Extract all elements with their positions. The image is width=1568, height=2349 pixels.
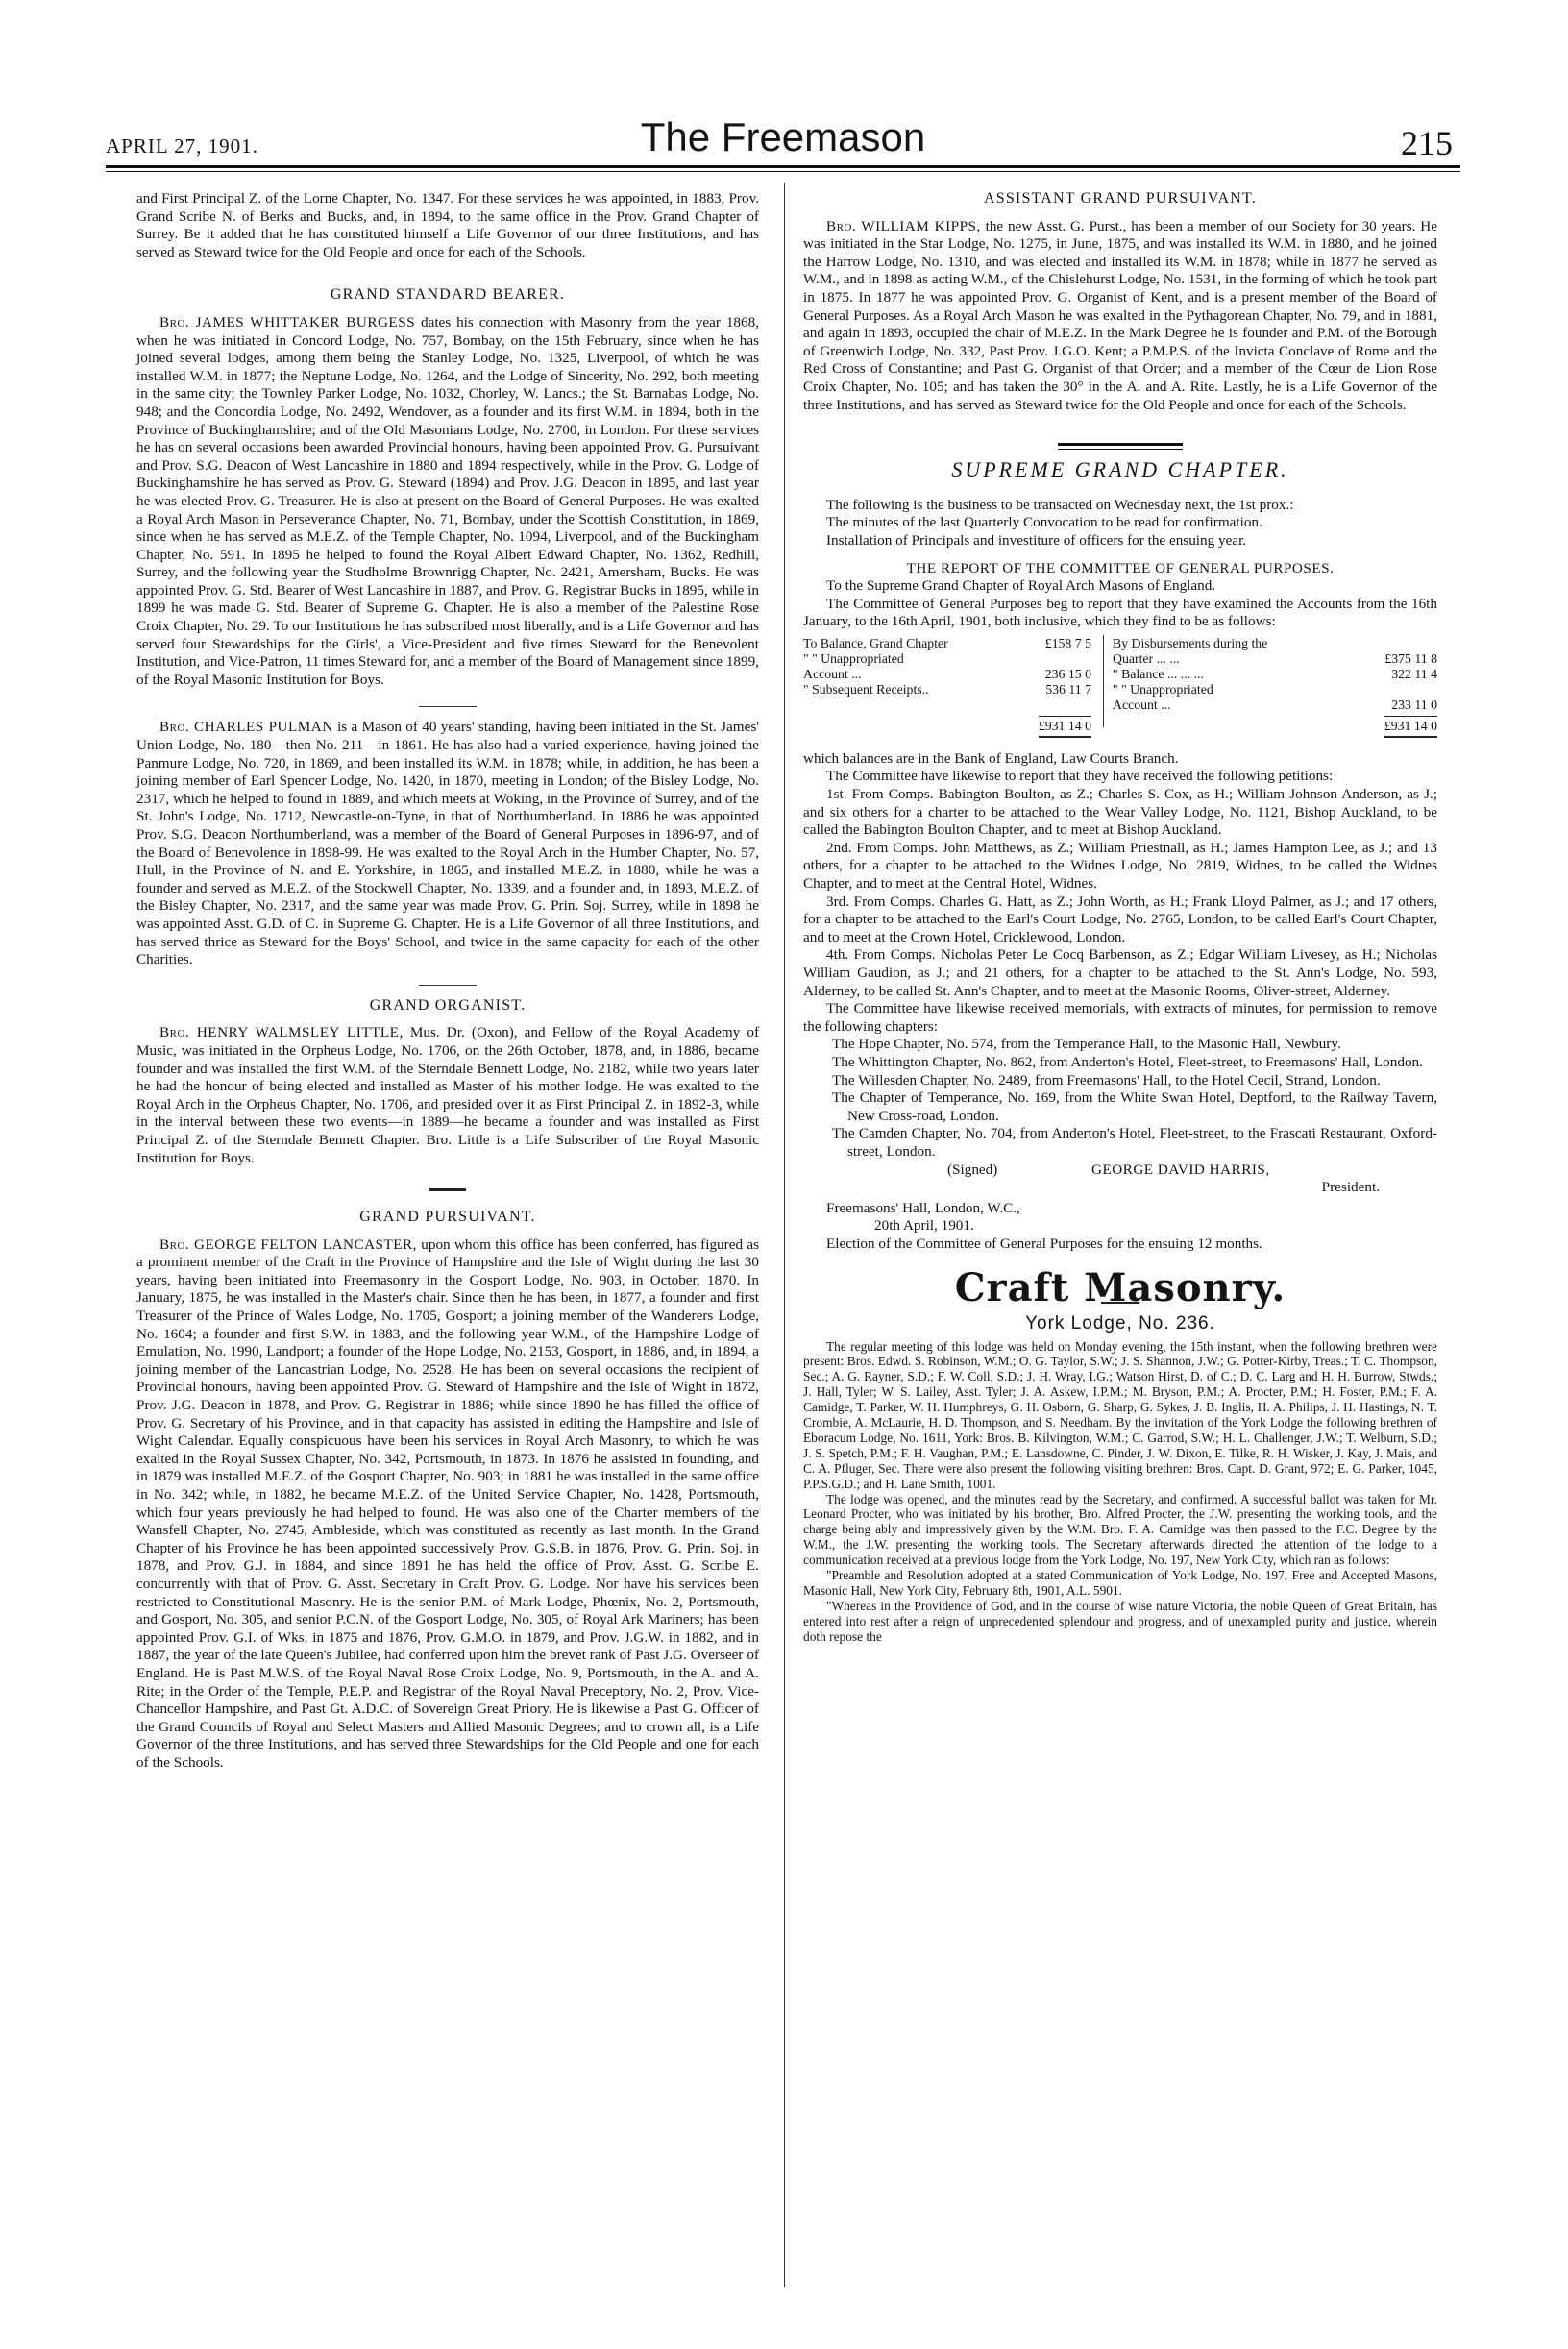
removal-item: The Willesden Chapter, No. 2489, from Freemasons' Hall, to the Hotel Cecil, Strand, London.: [832, 1071, 1381, 1089]
pulman-name: Bro. CHARLES PULMAN: [159, 719, 333, 736]
balances-note: which balances are in the Bank of England, Law Courts Branch.: [803, 749, 1179, 767]
section-bar: [1058, 443, 1183, 450]
account-row: [803, 681, 1091, 697]
gsb-name: Bro. JAMES WHITTAKER BURGESS: [159, 313, 416, 330]
agp-text: the new Asst. G. Purst., has been a member of our Society for 30 years. He was initiated in the Star Lodge, No. 1275, in June, 1875, and was installed its W.M. in 1880, and he joined the Harrow Lodge, No. 1310, and was elected and installed its W.M. in 1878; while in 1877 he served as W.M., and in 1898 as acting W.M., of the Chislehurst Lodge, No. 1531, in the forming of which he took part in 1875. In 1877 he was appointed Prov. G. Organist of Kent, and is a present member of the Board of General Purposes. As a Royal Arch Mason he was exalted in the Pythagorean Chapter, No. 79, and in 1881, and again in 1893, occupied the chair of M.E.Z. In the Mark Degree he is founder and P.M. of the Borough of Greenwich Lodge, No. 332, Past Prov. J.G.O. Kent; a P.M.P.S. of the Invicta Conclave of Rome and the Red Cross of Constantine; and Past G. Organist of that Order; and a member of the Cœur de Lion Rose Croix Chapter, No. 105; and has taken the 30° in the A. and A. Rite. Lastly, he is a Life Governor of the three Institutions, and has served as Steward twice for the Old People and once for each of the Schools.: [803, 217, 1437, 413]
removal-item: The Whittington Chapter, No. 862, from Anderton's Hotel, Fleet-street, to Freemasons' Hall, London.: [832, 1053, 1423, 1070]
york-whereas: "Whereas in the Providence of God, and in the course of wise nature Victoria, the noble Queen of Great Britain, has entered into rest after a reign of unprecedented splendour and progress, and of unexampled purity and justice, wherein doth repose the: [803, 1598, 1437, 1644]
grand-standard-bearer-heading: GRAND STANDARD BEARER.: [330, 286, 566, 304]
spacer: [803, 414, 1437, 443]
account-label: " " Unappropriated: [803, 650, 904, 666]
agp-name: Bro. WILLIAM KIPPS,: [826, 217, 981, 234]
account-total: [803, 716, 1091, 733]
petition-2: 2nd. From Comps. John Matthews, as Z.; William Priestnall, as H.; James Hampton Lee, as J.; and 13 others, for a chapter to be attached to the Widnes Lodge, No. 2819, Widnes, to be called the Widnes Chapter, and to meet at the Central Hotel, Widnes.: [803, 839, 1437, 893]
accounts-divider: [1103, 635, 1104, 727]
account-amount: 536 11 7: [1045, 681, 1091, 697]
account-row: [803, 650, 1091, 666]
section-separator: [419, 985, 477, 986]
account-row: [1113, 697, 1437, 712]
section-separator: [429, 1188, 466, 1191]
section-separator: [419, 706, 477, 707]
account-row: [1113, 681, 1437, 697]
account-amount: £375 11 8: [1384, 650, 1437, 666]
signature-block: [803, 1162, 1437, 1200]
grand-pursuivant-heading: GRAND PURSUIVANT.: [359, 1209, 536, 1226]
account-row: [803, 666, 1091, 681]
account-label: Account ...: [1113, 697, 1171, 712]
supreme-grand-chapter-heading: SUPREME GRAND CHAPTER.: [951, 457, 1289, 482]
account-label: By Disbursements during the: [1113, 635, 1268, 650]
intro-paragraph: and First Principal Z. of the Lorne Chapter, No. 1347. For these services he was appointed, in 1883, Prov. Grand Scribe N. of Berks and Bucks, and, in 1894, to the same office in the Prov. Grand Chapter of Surrey. Be it added that he has constituted himself a Life Governor of our three Institutions, and has served as Steward twice for the Old People and once for each of the Schools.: [136, 190, 759, 260]
account-label: " Subsequent Receipts..: [803, 681, 929, 697]
petitions-intro: The Committee have likewise to report that they have received the following petitions:: [826, 768, 1334, 785]
york-preamble: "Preamble and Resolution adopted at a stated Communication of York Lodge, No. 197, Free and Accepted Masons, Masonic Hall, New York City, February 8th, 1901, A.L. 5901.: [803, 1568, 1437, 1598]
pursuivant-text: upon whom this office has been conferred, has figured as a prominent member of the Craft in the Province of Hampshire and the Isle of Wight during the last 30 years, having been initiated into Freemasonry in the Gosport Lodge, No. 903, in October, 1870. In January, 1875, he was installed in the Master's chair. Since then he has been, in 1877, a founder and first Treasurer of the Prince of Wales Lodge, No. 1705, Gosport; a joining member of the Wanderers Lodge, No. 1604; a founder and first S.W. in 1883, and the following year W.M., of the Hampshire Lodge of Emulation, No. 1990, Landport; a founder of the Hope Lodge, No. 2153, Gosport, in 1886, and, in 1894, a joining member of the Lancastrian Lodge, No. 2528. He has been on several occasions the recipient of Provincial honours, having been appointed Prov. G. Steward of Hampshire and the Isle of Wight in 1872, Prov. J.G. Deacon in 1878, and Prov. G. Registrar in 1886; while since 1890 he has filled the office of Prov. G. Secretary of his Province, and in that capacity has assisted in editing the Hampshire and Isle of Wight Calendar. Equally conspicuous have been his services in Royal Arch Masonry, to which he was exalted in the Royal Sussex Chapter, No. 342, Portsmouth, in 1873. In 1876 he assisted in founding, and in 1879 was installed M.E.Z. of the Gosport Chapter, No. 903; in 1881 he was installed in the same office in No. 342; while, in 1882, he became M.E.Z. of the United Service Chapter, No. 1428, Portsmouth, which four years previously he had helped to found. He was also one of the Charter members of the Wansfell Chapter, No. 2745, Ambleside, which was constituted as recently as last month. In the Grand Chapter of his Province he has been appointed successively Prov. G.S.B. in 1876, Prov. G. Prin. Soj. in 1878, and Prov. G.J. in 1884, and since 1891 he has held the office of Prov. Asst. G. Scribe E. concurrently with that of Prov. G. Asst. Secretary in Craft Prov. G. Lodge. Nor have his services been restricted to Constitutional Masonry. He is the senior P.M. of Mark Lodge, Phœnix, No. 2, Portsmouth, and Gosport, No. 305, and senior P.C.N. of the Gosport Lodge, No. 305, of Royal Ark Mariners; has been appointed Prov. G.I. of Wks. in 1875 and 1876, Prov. G.M.O. in 1879, and Prov. J.G.W. in 1882, and in 1887, the year of the late Queen's Jubilee, had conferred upon him the brevet rank of Past J.G. Overseer of England. He is Past M.W.S. of the Royal Naval Rose Croix Lodge, No. 9, Portsmouth, in the A. and A. Rite; in the Order of the Temple, P.E.P. and Registrar of the Royal Naval Preceptory, No. 2, Prov. Vice-Chancellor Hampshire, and Past Gt. A.D.C. of Sovereign Great Priory. He is likewise a Past G. Officer of the Grand Councils of Royal and Select Masters and Allied Masonic Degrees; and to crown all, is a Life Governor of the three Institutions, and has served three Stewardships for the Old People and one for each of the Schools.: [136, 1236, 759, 1771]
account-amount: 322 11 4: [1391, 666, 1437, 681]
pulman-paragraph: [136, 719, 759, 968]
page-number: 215: [1401, 124, 1453, 162]
address-line: Freemasons' Hall, London, W.C.,: [826, 1199, 1020, 1216]
sgc-address: To the Supreme Grand Chapter of Royal Arch Masons of England.: [826, 577, 1216, 595]
york-attendance: The regular meeting of this lodge was held on Monday evening, the 15th instant, when the following brethren were present: Bros. Edwd. S. Robinson, W.M.; O. G. Taylor, S.W.; J. S. Shannon, J.W.; G. Potter-Kirby, Treas.; T. C. Thompson, Sec.; A. G. Rayner, S.D.; F. W. Coll, S.D.; J. H. Wray, I.G.; Watson Hirst, D. of C.; D. C. Larg and H. H. Burrow, Stwds.; J. Hall, Tyler; W. S. Lailey, Asst. Tyler; J. A. Askew, I.P.M.; M. Bryson, P.M.; A. Procter, P.M.; H. Foster, P.M.; F. A. Camidge, T. Parker, W. H. Humphreys, G. H. Osborn, G. Sharp, G. Sykes, J. B. Inglis, H. A. Philips, J. H. Hastings, N. T. Crombie, A. McLaurie, H. D. Thompson, and S. Needham. By the invitation of the York Lodge the following brethren of Eboracum Lodge, No. 1611, York: Bros. B. Kilvington, W.M.; C. Garrod, S.W.; H. L. Challenger, J.W.; T. Welburn, S.D.; J. S. Spetch, P.M.; F. H. Vaughan, P.M.; E. Lansdowne, C. Pinder, J. W. Dixon, E. Tilke, R. H. Wisker, J. Kay, J. Mais, and C. A. Pfluger, Sec. There were also present the following visiting brethren: Bros. Capt. D. Grant, 972; E. G. Parker, 1045, P.P.S.G.D.; and H. Lane Smith, 1001.: [803, 1338, 1437, 1491]
column-divider: [784, 183, 785, 2287]
account-amount: 233 11 0: [1391, 697, 1437, 712]
account-row: [1113, 666, 1437, 681]
signer-title: President.: [1321, 1178, 1380, 1195]
election-note: Election of the Committee of General Purposes for the ensuing 12 months.: [826, 1235, 1262, 1252]
removal-item: The Camden Chapter, No. 704, from Anderton's Hotel, Fleet-street, to the Frascati Restaurant, Oxford-street, London.: [832, 1125, 1437, 1160]
pursuivant-paragraph: [136, 1236, 759, 1773]
account-label: " Balance ... ... ...: [1113, 666, 1204, 681]
sgc-business: The following is the business to be transacted on Wednesday next, the 1st prox.:: [826, 496, 1294, 513]
removals-list: [803, 1036, 1437, 1161]
header-rule-thin: [106, 171, 1460, 172]
sgc-installation: Installation of Principals and investiture of officers for the ensuing year.: [826, 531, 1247, 549]
account-row: [1113, 650, 1437, 666]
account-label: To Balance, Grand Chapter: [803, 635, 948, 650]
accounts-disbursements: [1113, 635, 1437, 733]
assistant-grand-pursuivant-heading: ASSISTANT GRAND PURSUIVANT.: [983, 190, 1258, 207]
york-lodge-heading: York Lodge, No. 236.: [1025, 1312, 1215, 1334]
accounts-table: [803, 635, 1437, 743]
signer-name: GEORGE DAVID HARRIS,: [1091, 1161, 1270, 1178]
accounts-receipts: [803, 635, 1091, 733]
memorials-intro: The Committee have likewise received memorials, with extracts of minutes, for permission to remove the following chapters:: [803, 1000, 1437, 1035]
york-lodge-report: [803, 1339, 1437, 1645]
petition-4: 4th. From Comps. Nicholas Peter Le Cocq Barbenson, as Z.; Edgar William Livesey, as H.; Nicholas William Gaudion, as J.; and 21 others, for a chapter to be attached to the St. Ann's Lodge, No. 593, Alderney, to be called St. Ann's Chapter, and to meet at the Masonic Rooms, Oliver-street, Alderney.: [803, 946, 1437, 999]
account-row: [1113, 635, 1437, 650]
account-label: Account ...: [803, 666, 862, 681]
account-total-amount: £931 14 0: [1039, 716, 1091, 739]
right-column: [803, 190, 1437, 1645]
account-amount: 236 15 0: [1044, 666, 1091, 681]
report-title-text: THE REPORT OF THE COMMITTEE OF GENERAL PURPOSES.: [906, 559, 1335, 576]
account-amount: £158 7 5: [1044, 635, 1091, 650]
account-total: [1113, 716, 1437, 733]
petition-1: 1st. From Comps. Babington Boulton, as Z.; Charles S. Cox, as H.; William Johnson Anderson, as J.; and six others for a charter to be attached to the Wear Valley Lodge, No. 1121, Bishop Auckland, to be called the Babington Boulton Chapter, and to meet at Bishop Auckland.: [803, 786, 1437, 839]
account-total-amount: £931 14 0: [1384, 716, 1437, 739]
gsb-paragraph: [136, 314, 759, 689]
agp-paragraph: [803, 218, 1437, 415]
account-row: [803, 635, 1091, 650]
sgc-report-title: [803, 560, 1437, 578]
issue-date: APRIL 27, 1901.: [106, 135, 258, 158]
craft-masonry-heading: Craft Masonry.: [954, 1265, 1286, 1311]
signed-label: (Signed): [947, 1161, 998, 1178]
header-rule: [106, 165, 1460, 168]
organist-name: Bro. HENRY WALMSLEY LITTLE,: [159, 1024, 404, 1041]
organist-paragraph: [136, 1024, 759, 1167]
left-column: [136, 190, 759, 1773]
grand-organist-heading: GRAND ORGANIST.: [369, 996, 527, 1014]
pulman-text: is a Mason of 40 years' standing, having been initiated in the St. James' Union Lodge, No. 180—then No. 211—in 1861. He has also had a varied experience, having joined the Panmure Lodge, No. 720, in 1869, and been installed its W.M. in 1878; while, in addition, he has been a joining member of Earl Spencer Lodge, No. 1420, in 1870, meeting in London; of the Bisley Lodge, No. 2317, which he helped to found in 1889, and which meets at Woking, in the Province of Surrey, and of the St. John's Lodge, No. 1712, Newcastle-on-Tyne, in that of Northumberland. In 1886 he was appointed Prov. S.G. Deacon Northumberland, was a member of the Board of General Purposes in 1896-97, and of the Board of Benevolence in 1898-99. He was exalted to the Royal Arch in the Humber Chapter, No. 57, Hull, in the Province of N. and E. Yorkshire, in 1865, and installed M.E.Z. in 1880, while he was a founder and served as M.E.Z. of the Stockwell Chapter, No. 1339, and a founder and, in 1893, M.E.Z. of the Bisley Chapter, No. 2317, and the same year was made Prov. G. Prin. Soj. Surrey, while in 1898 he was appointed Asst. G.D. of C. in Supreme G. Chapter. He is a Life Governor of all three Institutions, and has served thrice as Steward for the Boys' School, and twice in the same capacity for each of the other Charities.: [136, 719, 759, 968]
petition-3: 3rd. From Comps. Charles G. Hatt, as Z.; John Worth, as H.; Frank Lloyd Palmer, as J.; and 17 others, for a chapter to be attached to the Earl's Court Lodge, No. 2765, London, to be called Earl's Court Chapter, and to meet at the Crown Hotel, Cricklewood, London.: [803, 893, 1437, 945]
newspaper-title: The Freemason: [640, 114, 926, 159]
removal-item: The Hope Chapter, No. 574, from the Temperance Hall, to the Masonic Hall, Newbury.: [832, 1036, 1341, 1053]
account-label: Quarter ... ...: [1113, 650, 1180, 666]
york-proceedings: The lodge was opened, and the minutes read by the Secretary, and confirmed. A successful ballot was taken for Mr. Leonard Procter, who was initiated by his brother, Bro. Alfred Procter, the J.W. presenting the working tools, and the charge being ably and impressively given by the W.M. Bro. F. A. Camidge was then passed to the F.C. Degree by the W.M., the J.W. presenting the working tools. The Secretary afterwards directed the attention of the lodge to a communication received at a previous lodge from the York Lodge, No. 197, New York City, which ran as follows:: [803, 1491, 1437, 1568]
sgc-accounts-intro: The Committee of General Purposes beg to report that they have examined the Accounts from the 16th January, to the 16th April, 1901, both inclusive, which they find to be as follows:: [803, 595, 1437, 630]
account-label: " " Unappropriated: [1113, 681, 1213, 697]
sgc-minutes: The minutes of the last Quarterly Convocation to be read for confirmation.: [826, 514, 1262, 531]
masthead: [106, 113, 1460, 161]
organist-text: Mus. Dr. (Oxon), and Fellow of the Royal Academy of Music, was initiated in the Orpheus Lodge, No. 1706, on the 26th October, 1878, and, in 1886, became founder and was installed the first W.M. of the Sterndale Bennett Lodge, No. 2182, while two years later he had the honour of being elected and installed as Master of his mother lodge. He was exalted to the Royal Arch in the Orpheus Chapter, No. 1706, and presided over it as First Principal Z. in 1892-3, while in the interval between these two events—in 1889—he became a founder and was installed as First Principal Z. of the Sterndale Bennett Chapter. Bro. Little is a Life Subscriber of the Royal Masonic Institution for Boys.: [136, 1024, 760, 1166]
pursuivant-name: Bro. GEORGE FELTON LANCASTER,: [159, 1236, 417, 1253]
removal-item: The Chapter of Temperance, No. 169, from the White Swan Hotel, Deptford, to the Railway Tavern, New Cross-road, London.: [832, 1089, 1437, 1124]
gsb-text: dates his connection with Masonry from the year 1868, when he was initiated in Concord Lodge, No. 757, Bombay, on the 15th February, since when he has joined several lodges, among them being the Stanley Lodge, No. 1325, Liverpool, of which he was installed W.M. in 1877; the Neptune Lodge, No. 1264, and the Lodge of Sincerity, No. 292, both meeting in the same city; the Townley Parker Lodge, No. 1032, Chorley, W. Lancs.; the St. Barnabas Lodge, No. 948; and the Concordia Lodge, No. 2492, Wendover, as a founder and its first W.M. in 1894, both in the Province of Buckinghamshire; and of the Old Masonians Lodge, No. 2700, in London. For these services he has on several occasions been awarded Provincial honours, having been appointed Prov. G. Pursuivant and Prov. S.G. Deacon of West Lancashire in 1880 and 1894 respectively, while in the Prov. G. Lodge of Buckinghamshire he has served as Prov. G. Steward (1894) and Prov. J.G. Deacon in 1895, and last year he was elected Prov. G. Treasurer. He is also at present on the Board of General Purposes. He was exalted a Royal Arch Mason in Perseverance Chapter, No. 71, Bombay, under the Scottish Constitution, in 1869, since when he has served as M.E.Z. of the Temple Chapter, No. 1094, Liverpool, and of the Buckingham Chapter, No. 591. In 1895 he helped to found the Royal Albert Edward Chapter, No. 1362, Redhill, Surrey, and the following year the Studholme Brownrigg Chapter, No. 2421, Amersham, Bucks. He was appointed Prov. G. Std. Bearer of West Lancashire in 1887, and Prov. G. Registrar Bucks in 1895, while in 1899 he was made G. Std. Bearer of Supreme G. Chapter. He is also a member of the Palestine Rose Croix Chapter, No. 29. To our Institutions he has subscribed most liberally, and is a Life Governor and has served four Stewardships for the Girls', a Vice-President and five times Steward for the Benevolent Institution, and Vice-Patron, 11 times Steward for, and a member of the Board of Management since 1899, of the Royal Masonic Institution for Boys.: [136, 313, 760, 688]
address-date: 20th April, 1901.: [874, 1217, 974, 1235]
